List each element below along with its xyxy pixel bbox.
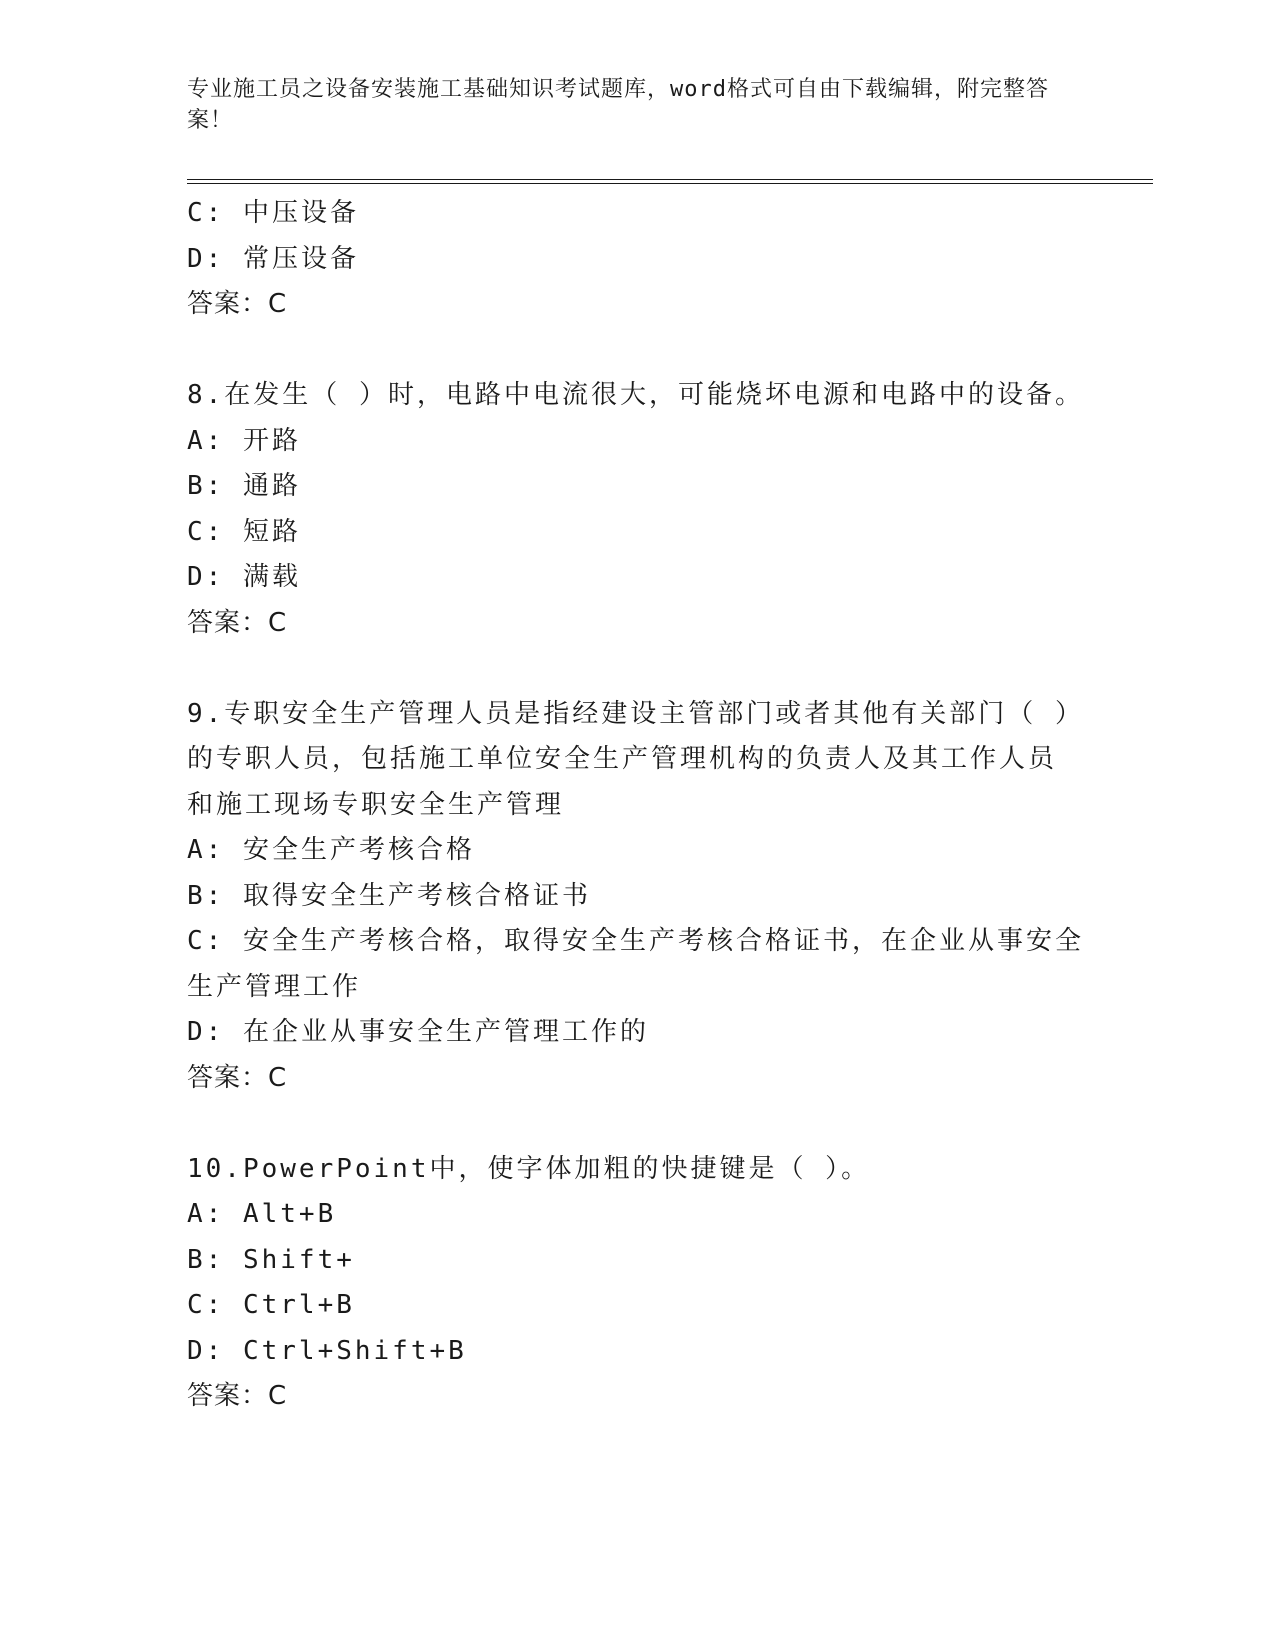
question-text-line-3: 和施工现场专职安全生产管理 [187, 789, 565, 820]
option-c-continued: 生产管理工作 [187, 971, 362, 1002]
option-b: B: Shift+ [187, 1244, 355, 1275]
question-block-9 [187, 692, 1087, 1102]
answer-line: 答案：C [187, 1062, 288, 1093]
option-c: C: 中压设备 [187, 198, 359, 228]
question-block-7 [187, 191, 1087, 328]
question-text: 10.PowerPoint中，使字体加粗的快捷键是（ ）。 [187, 1153, 871, 1184]
answer-line: 答案：C [187, 607, 288, 638]
option-c: C: 短路 [187, 516, 301, 547]
header-rule-bottom [187, 183, 1153, 184]
spacer [187, 1101, 1087, 1147]
page-header: 专业施工员之设备安装施工基础知识考试题库，word格式可自由下载编辑，附完整答案！ [187, 77, 1049, 133]
option-d: D: 常压设备 [187, 243, 359, 274]
option-d: D: 在企业从事安全生产管理工作的 [187, 1017, 649, 1047]
question-block-10 [187, 1147, 1087, 1420]
option-a: A: 开路 [187, 425, 301, 456]
spacer [187, 646, 1087, 692]
option-a: A: Alt+B [187, 1199, 337, 1229]
question-text-line-2: 的专职人员，包括施工单位安全生产管理机构的负责人及其工作人员 [187, 744, 1058, 774]
question-block-8 [187, 373, 1087, 646]
answer-line: 答案：C [187, 289, 288, 319]
option-c: C: 安全生产考核合格，取得安全生产考核合格证书，在企业从事安全 [187, 926, 1084, 956]
option-d: D: 满载 [187, 562, 301, 592]
question-text-line-1: 9.专职安全生产管理人员是指经建设主管部门或者其他有关部门（ ） [187, 698, 1084, 729]
option-c: C: Ctrl+B [187, 1290, 355, 1320]
header-rule-top [187, 179, 1153, 180]
option-b: B: 取得安全生产考核合格证书 [187, 880, 591, 911]
option-a: A: 安全生产考核合格 [187, 835, 475, 865]
answer-line: 答案：C [187, 1381, 288, 1411]
question-list [187, 191, 1087, 1420]
option-d: D: Ctrl+Shift+B [187, 1335, 467, 1366]
question-text: 8.在发生（ ）时，电路中电流很大，可能烧坏电源和电路中的设备。 [187, 380, 1084, 410]
option-b: B: 通路 [187, 471, 301, 501]
spacer [187, 328, 1087, 374]
